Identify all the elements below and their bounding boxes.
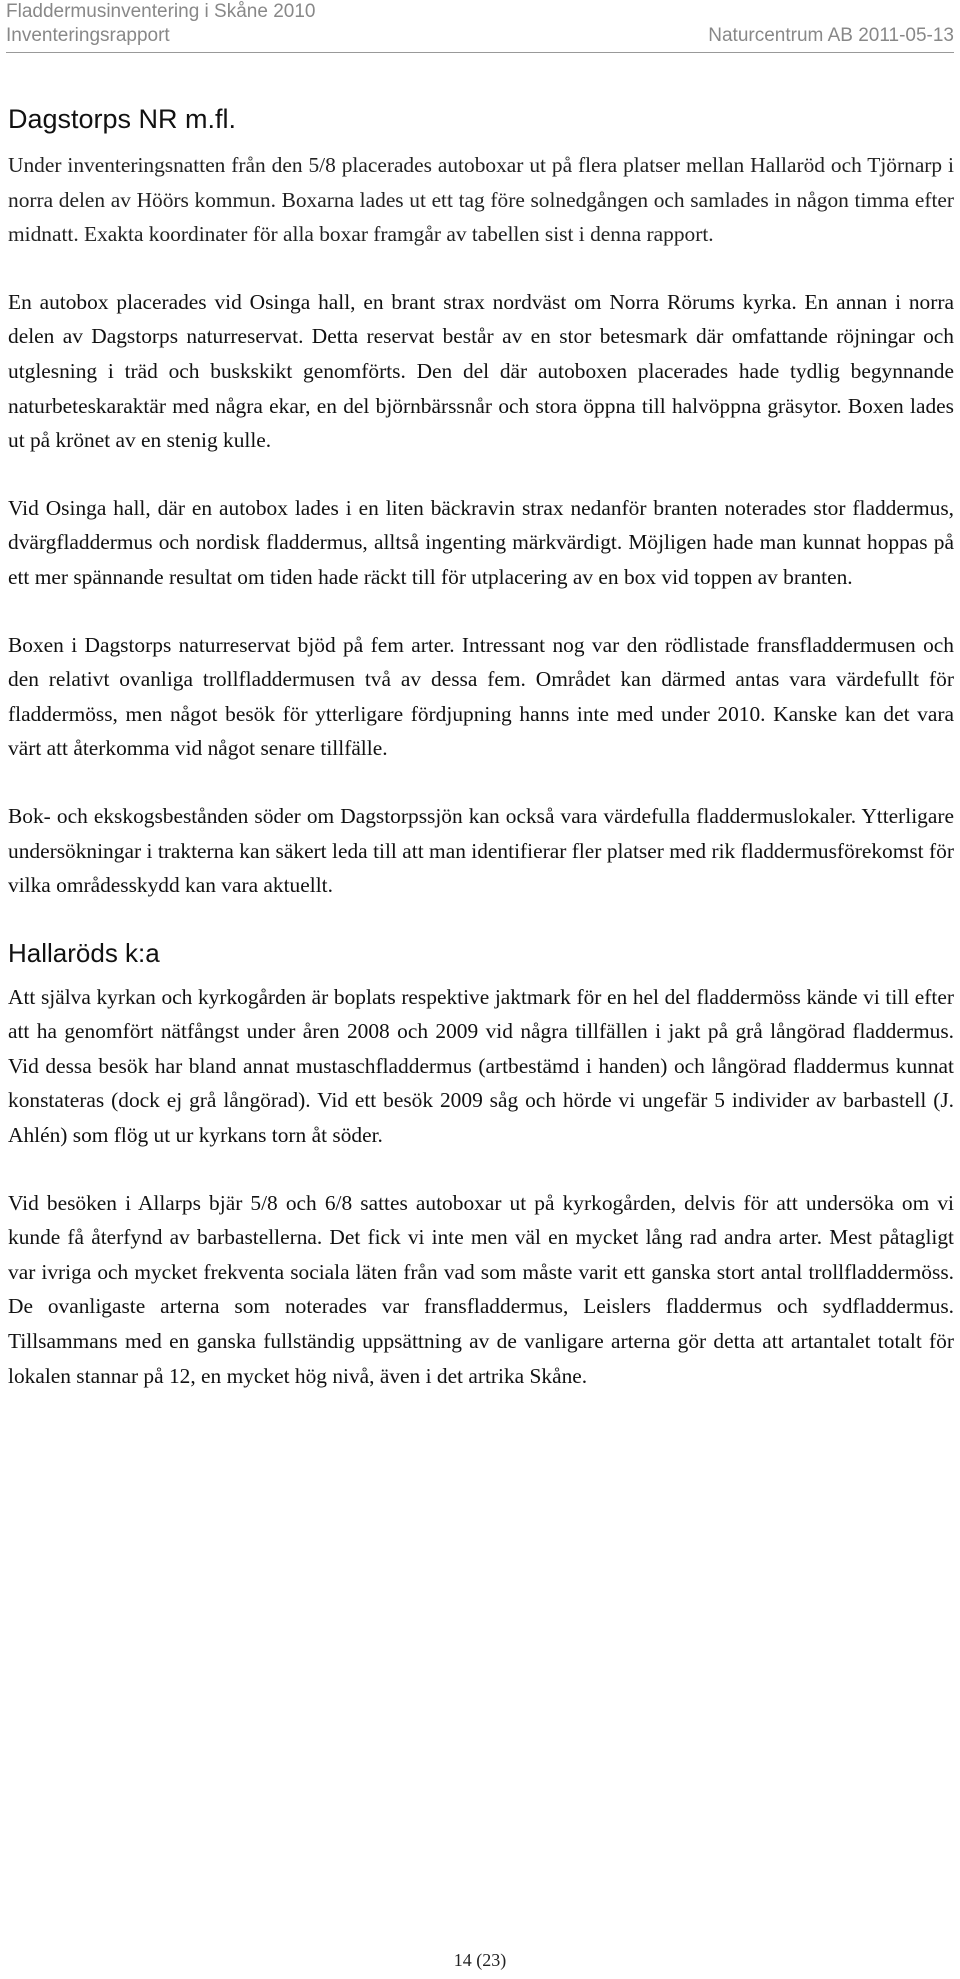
paragraph: Vid besöken i Allarps bjär 5/8 och 6/8 sattes autoboxar ut på kyrkogården, delvis för att undersöka om vi kunde få återfynd av barbastellerna. Det fick vi inte men väl en mycket lång rad andra arter. Mest påtagligt var ivriga och mycket frekventa sociala läten från vad som måste varit ett ganska stort antal trollfladdermöss. De ovanligaste arterna som noterades var fransfladdermus, Leislers fladdermus och sydfladdermus. Tillsammans med en ganska fullständig uppsättning av de vanligare arterna gör detta att artantalet totalt för lokalen stannar på 12, en mycket hög nivå, även i det artrika Skåne. <box>8 1190 954 1388</box>
header-report-title: Fladdermusinventering i Skåne 2010 <box>6 1 316 22</box>
header-divider <box>6 52 954 53</box>
paragraph: Att själva kyrkan och kyrkogården är boplats respektive jaktmark för en hel del fladdermöss kände vi till efter att ha genomfört nätfångst under åren 2008 och 2009 vid några tillfällen i jakt på grå långörad fladdermus. Vid dessa besök har bland annat mustaschfladdermus (artbestämd i handen) och långörad fladdermus kunnat konstateras (dock ej grå långörad). Vid ett besök 2009 såg och hörde vi ungefär 5 individer av barbastell (J. Ahlén) som flög ut ur kyrkans torn åt söder. <box>8 984 954 1148</box>
page-body <box>8 102 954 1426</box>
header-row-2 <box>6 24 954 48</box>
paragraph: Bok- och ekskogsbestånden söder om Dagstorpssjön kan också vara värdefulla fladdermuslokaler. Ytterligare undersökningar i trakterna kan säkert leda till att man identifierar fler platser med rik fladdermusförekomst för vilka områdesskydd kan vara aktuellt. <box>8 803 954 898</box>
section-heading-dagstorps: Dagstorps NR m.fl. <box>8 104 237 134</box>
page-number: 14 (23) <box>453 1950 507 1970</box>
paragraph: En autobox placerades vid Osinga hall, en brant strax nordväst om Norra Rörums kyrka. En annan i norra delen av Dagstorps naturreservat. Detta reservat består av en stor betesmark där omfattande röjningar och utglesning i träd och buskskikt genomförts. Den del där autoboxen placerades hade tydlig begynnande naturbeteskaraktär med några ekar, en del björnbärssnår och stora öppna till halvöppna gräsytor. Boxen lades ut på krönet av en stenig kulle. <box>8 289 954 453</box>
page-header <box>6 0 954 48</box>
header-report-type: Inventeringsrapport <box>6 25 170 46</box>
paragraph: Under inventeringsnatten från den 5/8 placerades autoboxar ut på flera platser mellan Hallaröd och Tjörnarp i norra delen av Höörs kommun. Boxarna lades ut ett tag före solnedgången och samlades in någon timma efter midnatt. Exakta koordinater för alla boxar framgår av tabellen sist i denna rapport. <box>8 153 954 247</box>
paragraph: Boxen i Dagstorps naturreservat bjöd på fem arter. Intressant nog var den rödlistade fransfladdermusen och den relativt ovanliga trollfladdermusen två av dessa fem. Området kan därmed antas vara värdefullt för fladdermöss, men något besök för ytterligare fördjupning hanns inte med under 2010. Kanske kan det vara värt att återkomma vid något senare tillfälle. <box>8 632 954 761</box>
section-heading-hallarods: Hallaröds k:a <box>8 937 160 968</box>
header-row-1 <box>6 0 954 24</box>
paragraph: Vid Osinga hall, där en autobox lades i en liten bäckravin strax nedanför branten noterades stor fladdermus, dvärgfladdermus och nordisk fladdermus, alltså ingenting märkvärdigt. Möjligen hade man kunnat hoppas på ett mer spännande resultat om tiden hade räckt till för utplacering av en box vid toppen av branten. <box>8 495 954 589</box>
header-author-date: Naturcentrum AB 2011-05-13 <box>708 25 954 46</box>
